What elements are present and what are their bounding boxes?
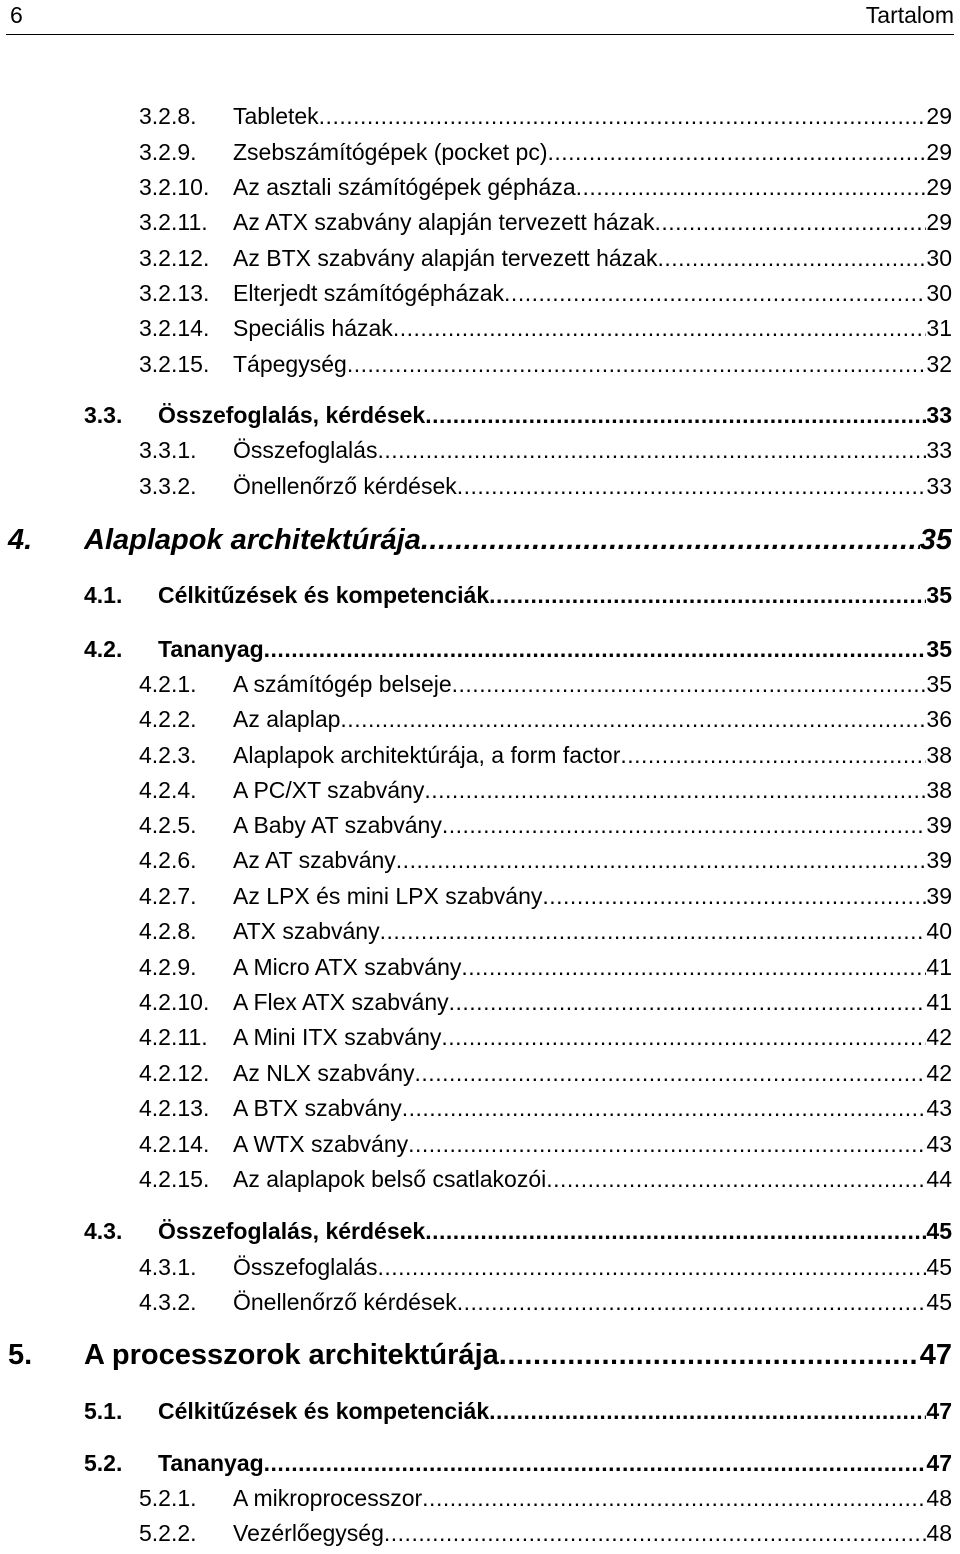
toc-entry-number: 4.2.9. xyxy=(139,954,197,980)
toc-entry-number: 4.3. xyxy=(84,1218,123,1244)
toc-entry-number: 5.2.1. xyxy=(139,1485,197,1511)
toc-entry-page: 45 xyxy=(926,1218,952,1244)
dot-leader xyxy=(449,985,927,1019)
toc-entry-row xyxy=(158,1394,952,1428)
toc-entry-title: Az BTX szabvány alapján tervezett házak xyxy=(233,245,658,271)
toc-entry-row xyxy=(158,578,952,612)
toc-entry-number: 4.2.3. xyxy=(139,742,197,768)
toc-entry[interactable] xyxy=(0,879,960,913)
toc-entry-number: 3.2.8. xyxy=(139,103,197,129)
toc-entry-page: 33 xyxy=(926,473,952,499)
dot-leader xyxy=(264,632,927,666)
dot-leader xyxy=(408,1127,926,1161)
toc-entry-number: 3.2.9. xyxy=(139,139,197,165)
toc-entry-page: 35 xyxy=(926,582,952,608)
toc-entry-page: 29 xyxy=(926,103,952,129)
toc-entry-page: 32 xyxy=(926,351,952,377)
toc-entry-row xyxy=(233,1481,952,1515)
toc-entry-number: 4. xyxy=(8,524,33,556)
toc-entry-number: 4.2.12. xyxy=(139,1060,210,1086)
toc-entry-title: Alaplapok architektúrája, a form factor xyxy=(233,742,621,768)
toc-entry[interactable] xyxy=(0,398,960,432)
dot-leader xyxy=(489,578,926,612)
toc-entry-row xyxy=(233,311,952,345)
toc-entry-page: 33 xyxy=(926,437,952,463)
toc-entry-number: 5. xyxy=(8,1339,33,1371)
toc-entry-page: 33 xyxy=(926,402,952,428)
toc-entry-page: 39 xyxy=(926,883,952,909)
toc-entry-number: 4.2. xyxy=(84,636,123,662)
toc-entry-title: Célkitűzések és kompetenciák xyxy=(158,582,490,608)
dot-leader xyxy=(499,1335,920,1375)
toc-entry-page: 48 xyxy=(926,1485,952,1511)
toc-entry-row xyxy=(233,1250,952,1284)
dot-leader xyxy=(442,808,927,842)
toc-entry[interactable] xyxy=(0,738,960,772)
toc-entry[interactable] xyxy=(0,1162,960,1196)
toc-entry-number: 4.2.13. xyxy=(139,1095,210,1121)
toc-entry-row xyxy=(233,773,952,807)
toc-entry-number: 4.2.2. xyxy=(139,706,197,732)
toc-entry-row xyxy=(233,205,952,239)
toc-entry-row xyxy=(233,469,952,503)
toc-entry-title: Az AT szabvány xyxy=(233,847,396,873)
toc-entry-row xyxy=(233,879,952,913)
toc-entry-row xyxy=(158,632,952,666)
toc-entry[interactable] xyxy=(0,469,960,503)
toc-entry-row xyxy=(233,1056,952,1090)
toc-entry-page: 36 xyxy=(926,706,952,732)
toc-entry-row xyxy=(233,950,952,984)
toc-entry-title: Tananyag xyxy=(158,1450,264,1476)
toc-entry-page: 41 xyxy=(926,954,952,980)
toc-entry[interactable] xyxy=(0,1394,960,1428)
toc-entry[interactable] xyxy=(0,914,960,948)
toc-entry-title: A BTX szabvány xyxy=(233,1095,402,1121)
toc-entry-title: A Flex ATX szabvány xyxy=(233,989,449,1015)
toc-entry-number: 4.2.10. xyxy=(139,989,210,1015)
toc-entry-number: 3.2.10. xyxy=(139,174,210,200)
toc-entry[interactable] xyxy=(0,1020,960,1054)
toc-entry-title: Az alaplapok belső csatlakozói xyxy=(233,1166,547,1192)
toc-entry-number: 4.2.4. xyxy=(139,777,197,803)
dot-leader xyxy=(380,914,927,948)
toc-entry-row xyxy=(233,1091,952,1125)
toc-entry-number: 3.2.14. xyxy=(139,315,210,341)
toc-entry-row xyxy=(158,1214,952,1248)
toc-entry[interactable] xyxy=(0,985,960,1019)
toc-entry-row xyxy=(84,1335,952,1375)
dot-leader xyxy=(396,843,927,877)
toc-entry-title: Önellenőrző kérdések xyxy=(233,473,457,499)
toc-entry-title: Önellenőrző kérdések xyxy=(233,1289,457,1315)
toc-entry-page: 38 xyxy=(926,742,952,768)
dot-leader xyxy=(457,469,927,503)
dot-leader xyxy=(425,1214,926,1248)
toc-entry-number: 3.3.2. xyxy=(139,473,197,499)
dot-leader xyxy=(402,1091,927,1125)
dot-leader xyxy=(264,1446,927,1480)
toc-entry-page: 47 xyxy=(919,1339,952,1371)
toc-entry-page: 38 xyxy=(926,777,952,803)
toc-entry-page: 48 xyxy=(926,1520,952,1546)
dot-leader xyxy=(340,702,926,736)
toc-entry-page: 44 xyxy=(926,1166,952,1192)
dot-leader xyxy=(489,1394,926,1428)
toc-entry-title: Az asztali számítógépek gépháza xyxy=(233,174,576,200)
dot-leader xyxy=(542,879,926,913)
toc-entry-page: 41 xyxy=(926,989,952,1015)
toc-entry-title: A mikroprocesszor xyxy=(233,1485,423,1511)
toc-entry-number: 5.2. xyxy=(84,1450,123,1476)
toc-entry[interactable] xyxy=(0,276,960,310)
toc-entry-title: Az ATX szabvány alapján tervezett házak xyxy=(233,209,655,235)
toc-entry[interactable] xyxy=(0,578,960,612)
toc-entry-page: 29 xyxy=(926,174,952,200)
toc-entry-page: 30 xyxy=(926,245,952,271)
toc-entry-number: 4.2.15. xyxy=(139,1166,210,1192)
toc-entry-title: Zsebszámítógépek (pocket pc) xyxy=(233,139,548,165)
toc-entry-title: A Mini ITX szabvány xyxy=(233,1024,442,1050)
toc-entry-number: 4.2.1. xyxy=(139,671,197,697)
dot-leader xyxy=(441,1020,926,1054)
dot-leader xyxy=(377,433,926,467)
toc-entry-row xyxy=(233,433,952,467)
toc-entry-title: A számítógép belseje xyxy=(233,671,452,697)
toc-entry[interactable] xyxy=(0,135,960,169)
toc-entry-row xyxy=(233,738,952,772)
toc-entry-row xyxy=(233,1516,952,1550)
toc-entry-page: 43 xyxy=(926,1095,952,1121)
toc-entry-page: 47 xyxy=(926,1398,952,1424)
toc-entry[interactable] xyxy=(0,1481,960,1515)
toc-entry[interactable] xyxy=(0,1516,960,1550)
toc-entry-title: A Baby AT szabvány xyxy=(233,812,442,838)
toc-entry[interactable] xyxy=(0,311,960,345)
toc-entry[interactable] xyxy=(0,808,960,842)
toc-entry-number: 3.3. xyxy=(84,402,123,428)
toc-entry-row xyxy=(233,1285,952,1319)
toc-entry-title: Összefoglalás, kérdések xyxy=(158,1218,426,1244)
dot-leader xyxy=(547,135,926,169)
toc-entry-page: 42 xyxy=(926,1024,952,1050)
page-header xyxy=(6,0,954,35)
toc-entry-number: 4.2.8. xyxy=(139,918,197,944)
dot-leader xyxy=(422,1481,926,1515)
toc-entry-page: 39 xyxy=(926,812,952,838)
toc-entry[interactable] xyxy=(0,950,960,984)
toc-entry[interactable] xyxy=(0,1335,960,1375)
toc-entry[interactable] xyxy=(0,170,960,204)
toc-entry-page: 35 xyxy=(926,636,952,662)
toc-entry-page: 29 xyxy=(926,209,952,235)
toc-entry-page: 45 xyxy=(926,1289,952,1315)
dot-leader xyxy=(415,1056,927,1090)
toc-entry[interactable] xyxy=(0,702,960,736)
toc-entry-row xyxy=(233,347,952,381)
dot-leader xyxy=(546,1162,926,1196)
dot-leader xyxy=(424,773,926,807)
toc-entry-page: 40 xyxy=(926,918,952,944)
toc-entry-page: 43 xyxy=(926,1131,952,1157)
toc-entry-title: A WTX szabvány xyxy=(233,1131,409,1157)
toc-entry-page: 31 xyxy=(926,315,952,341)
toc-entry-row xyxy=(233,135,952,169)
toc-entry[interactable] xyxy=(0,632,960,666)
dot-leader xyxy=(461,950,926,984)
toc-entry-number: 3.2.13. xyxy=(139,280,210,306)
toc-entry-number: 5.2.2. xyxy=(139,1520,197,1546)
toc-entry-number: 4.2.11. xyxy=(139,1024,208,1050)
toc-entry[interactable] xyxy=(0,1446,960,1480)
toc-entry-title: Összefoglalás xyxy=(233,437,378,463)
toc-entry-row xyxy=(158,1446,952,1480)
toc-entry[interactable] xyxy=(0,520,960,560)
dot-leader xyxy=(576,170,927,204)
dot-leader xyxy=(384,1516,927,1550)
toc-entry[interactable] xyxy=(0,773,960,807)
toc-entry-number: 4.2.14. xyxy=(139,1131,210,1157)
toc-entry-page: 45 xyxy=(926,1254,952,1280)
toc-entry-number: 3.2.15. xyxy=(139,351,210,377)
toc-entry-title: Tápegység xyxy=(233,351,347,377)
toc-entry-title: Tabletek xyxy=(233,103,319,129)
toc-entry-title: Célkitűzések és kompetenciák xyxy=(158,1398,490,1424)
toc-entry-title: Elterjedt számítógépházak xyxy=(233,280,505,306)
dot-leader xyxy=(393,311,927,345)
toc-entry[interactable] xyxy=(0,1250,960,1284)
toc-entry[interactable] xyxy=(0,347,960,381)
dot-leader xyxy=(319,99,927,133)
toc-entry-row xyxy=(233,667,952,701)
toc-entry-title: Vezérlőegység xyxy=(233,1520,384,1546)
dot-leader xyxy=(452,667,927,701)
dot-leader xyxy=(347,347,927,381)
toc-entry-title: Az alaplap xyxy=(233,706,341,732)
toc-entry-row xyxy=(233,241,952,275)
toc-entry-number: 3.2.12. xyxy=(139,245,210,271)
toc-entry-page: 39 xyxy=(926,847,952,873)
toc-entry-title: ATX szabvány xyxy=(233,918,380,944)
toc-entry[interactable] xyxy=(0,1091,960,1125)
toc-entry-title: A processzorok architektúrája xyxy=(84,1339,499,1371)
toc-entry-title: Az NLX szabvány xyxy=(233,1060,415,1086)
toc-entry-title: Az LPX és mini LPX szabvány xyxy=(233,883,543,909)
toc-entry-row xyxy=(233,985,952,1019)
toc-entry[interactable] xyxy=(0,1056,960,1090)
page-number: 6 xyxy=(10,2,23,28)
dot-leader xyxy=(421,520,920,560)
dot-leader xyxy=(654,205,926,239)
toc-entry-row xyxy=(233,1020,952,1054)
dot-leader xyxy=(620,738,926,772)
toc-entry-page: 42 xyxy=(926,1060,952,1086)
toc-entry-row xyxy=(233,702,952,736)
toc-entry-number: 4.3.1. xyxy=(139,1254,197,1280)
toc-entry-row xyxy=(84,520,952,560)
toc-entry-row xyxy=(233,1127,952,1161)
toc-entry-page: 30 xyxy=(926,280,952,306)
toc-entry-number: 4.2.7. xyxy=(139,883,197,909)
toc-entry-row xyxy=(233,170,952,204)
toc-entry-page: 47 xyxy=(926,1450,952,1476)
toc-entry-row xyxy=(233,276,952,310)
toc-entry-title: Speciális házak xyxy=(233,315,393,341)
toc-entry-number: 3.3.1. xyxy=(139,437,197,463)
toc-entry-title: A PC/XT szabvány xyxy=(233,777,425,803)
dot-leader xyxy=(377,1250,926,1284)
toc-entry[interactable] xyxy=(0,205,960,239)
toc-entry-row xyxy=(233,99,952,133)
dot-leader xyxy=(425,398,926,432)
toc-entry-number: 4.1. xyxy=(84,582,123,608)
toc-entry-number: 4.3.2. xyxy=(139,1289,197,1315)
toc-entry[interactable] xyxy=(0,99,960,133)
toc-entry-title: Összefoglalás, kérdések xyxy=(158,402,426,428)
running-title: Tartalom xyxy=(865,2,954,28)
toc-entry[interactable] xyxy=(0,433,960,467)
toc-entry-number: 4.2.6. xyxy=(139,847,197,873)
toc-entry-row xyxy=(233,1162,952,1196)
toc-entry[interactable] xyxy=(0,1214,960,1248)
toc-entry-number: 5.1. xyxy=(84,1398,123,1424)
toc-entry[interactable] xyxy=(0,667,960,701)
toc-entry[interactable] xyxy=(0,241,960,275)
toc-entry-title: Alaplapok architektúrája xyxy=(84,524,421,556)
dot-leader xyxy=(457,1285,927,1319)
toc-entry[interactable] xyxy=(0,1285,960,1319)
dot-leader xyxy=(504,276,926,310)
toc-entry-row xyxy=(233,843,952,877)
toc-entry-row xyxy=(233,914,952,948)
toc-entry-page: 35 xyxy=(919,524,952,556)
toc-entry-title: Összefoglalás xyxy=(233,1254,378,1280)
toc-entry-page: 35 xyxy=(926,671,952,697)
toc-entry[interactable] xyxy=(0,1127,960,1161)
dot-leader xyxy=(657,241,926,275)
toc-entry-number: 3.2.11. xyxy=(139,209,208,235)
toc-entry-page: 29 xyxy=(926,139,952,165)
toc-entry-number: 4.2.5. xyxy=(139,812,197,838)
toc-entry[interactable] xyxy=(0,843,960,877)
toc-entry-row xyxy=(233,808,952,842)
toc-entry-title: Tananyag xyxy=(158,636,264,662)
toc-entry-title: A Micro ATX szabvány xyxy=(233,954,462,980)
toc-entry-row xyxy=(158,398,952,432)
